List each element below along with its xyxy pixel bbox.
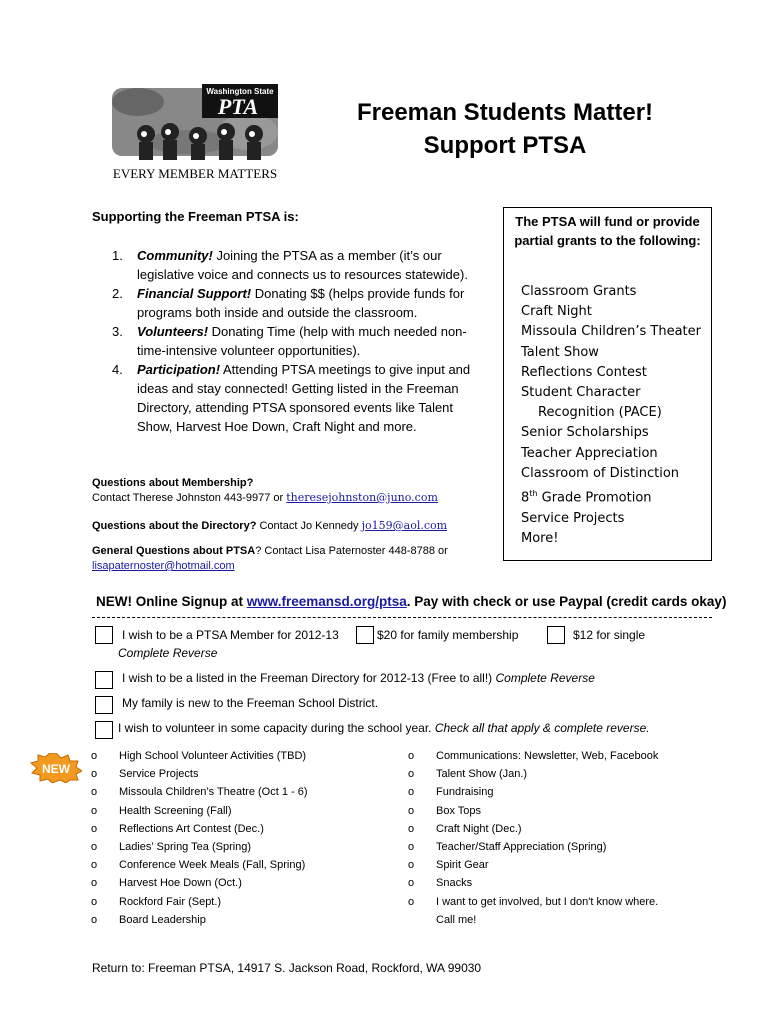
volunteer-item-label: Service Projects xyxy=(119,768,199,781)
bullet-icon: o xyxy=(91,877,98,890)
general-question xyxy=(92,544,448,573)
bullet-icon: o xyxy=(408,804,415,817)
bullet-icon: o xyxy=(91,786,98,799)
reason-item xyxy=(92,322,487,360)
fund-box xyxy=(503,207,712,561)
fund-item: Teacher Appreciation xyxy=(521,445,658,461)
fund-item: Recognition (PACE) xyxy=(538,405,662,421)
bullet-icon: o xyxy=(408,822,415,835)
bullet-icon: o xyxy=(91,822,98,835)
directory-option xyxy=(122,671,595,685)
family-membership-label: $20 for family membership xyxy=(377,628,519,642)
volunteer-option-instruction: Check all that apply & complete reverse. xyxy=(434,721,650,735)
bullet-icon: o xyxy=(408,895,415,908)
general-label: General Questions about PTSA xyxy=(92,545,256,557)
return-address: Return to: Freeman PTSA, 14917 S. Jackson Road, Rockford, WA 99030 xyxy=(92,961,482,975)
volunteer-item-label: Reflections Art Contest (Dec.) xyxy=(119,822,264,835)
single-membership-checkbox[interactable] xyxy=(547,626,565,644)
signup-prefix: NEW! Online Signup at xyxy=(96,594,247,609)
bullet-icon: o xyxy=(408,877,415,890)
fund-list xyxy=(521,282,701,549)
reason-number: 1. xyxy=(112,248,123,263)
directory-option-label: I wish to be a listed in the Freeman Directory for 2012-13 (Free to all!) xyxy=(122,671,496,685)
bullet-icon: o xyxy=(408,768,415,781)
fund-item: Service Projects xyxy=(521,510,625,526)
volunteer-item-label: Craft Night (Dec.) xyxy=(436,822,522,835)
fund-item: Talent Show xyxy=(521,344,599,360)
reason-text: Joining the PTSA as a member (it’s our legislative voice and connects us to resources statewide). xyxy=(137,248,468,282)
volunteer-item-label: Rockford Fair (Sept.) xyxy=(119,895,222,908)
fund-item: Missoula Children’s Theater xyxy=(521,324,701,340)
directory-complete-reverse: Complete Reverse xyxy=(495,671,595,685)
volunteer-item-label: Snacks xyxy=(436,877,473,890)
reason-text: Donating $$ (helps provide funds for programs both inside and outside the classroom. xyxy=(137,286,465,320)
fund-heading: The PTSA will fund or provide partial grants to the following: xyxy=(514,214,701,248)
logo-graphic xyxy=(108,82,282,182)
grade-text: Grade Promotion xyxy=(537,490,652,506)
reason-number: 4. xyxy=(112,362,123,377)
fund-item: Student Character xyxy=(521,385,641,401)
dashed-divider xyxy=(92,617,712,618)
membership-text: Contact Therese Johnston 443-9977 or xyxy=(92,492,287,504)
family-membership-checkbox[interactable] xyxy=(356,626,374,644)
reason-text: Attending PTSA meetings to give input and ideas and stay connected! Getting listed in the Freeman Directory, attending PTSA sponsored events like Talent Show, Harvest Hoe Down, Craft Night and more. xyxy=(137,362,471,434)
fund-item: Senior Scholarships xyxy=(521,425,649,441)
membership-label: Questions about Membership? xyxy=(92,477,254,489)
reason-title: Volunteers! xyxy=(137,324,209,339)
bullet-icon: o xyxy=(408,859,415,872)
directory-checkbox[interactable] xyxy=(95,671,113,689)
volunteer-item-label: Box Tops xyxy=(436,804,482,817)
reason-title: Community! xyxy=(137,248,213,263)
reason-item xyxy=(92,360,487,436)
grade-number: 8 xyxy=(521,490,530,506)
reason-item xyxy=(92,246,487,284)
bullet-icon: o xyxy=(91,768,98,781)
reason-title: Financial Support! xyxy=(137,286,252,301)
volunteer-item-label: Call me! xyxy=(436,913,477,926)
fund-item: Classroom Grants xyxy=(521,284,637,299)
volunteer-list-left xyxy=(91,747,391,937)
new-badge-text: NEW xyxy=(42,762,70,776)
volunteer-item-label: Board Leadership xyxy=(119,913,206,926)
bullet-icon: o xyxy=(91,913,98,926)
ptsa-logo xyxy=(108,82,282,182)
signup-suffix: . Pay with check or use Paypal (credit cards okay) xyxy=(406,594,727,609)
new-family-checkbox[interactable] xyxy=(95,696,113,714)
single-membership-label: $12 for single xyxy=(573,628,646,642)
directory-question xyxy=(92,519,447,533)
volunteer-item-label: Talent Show (Jan.) xyxy=(436,768,528,781)
volunteer-item-label: Missoula Children’s Theatre (Oct 1 - 6) xyxy=(119,786,308,799)
bullet-icon: o xyxy=(91,859,98,872)
logo-bottom-text: EVERY MEMBER MATTERS xyxy=(112,166,278,181)
volunteer-option-label: I wish to volunteer in some capacity during the school year. xyxy=(118,721,435,735)
title-line-1: Freeman Students Matter! xyxy=(356,99,654,126)
membership-email-link[interactable]: theresejohnston@juno.com xyxy=(286,491,438,504)
signup-url-link[interactable]: www.freemansd.org/ptsa xyxy=(246,594,407,609)
volunteer-item-label: Harvest Hoe Down (Oct.) xyxy=(119,877,242,890)
page-title xyxy=(300,96,710,162)
logo-big-text: PTA xyxy=(217,94,259,119)
volunteer-item-label: Spirit Gear xyxy=(436,859,489,872)
volunteer-list-right xyxy=(408,747,718,937)
volunteer-item-label: Ladies’ Spring Tea (Spring) xyxy=(119,841,252,853)
fund-item xyxy=(521,484,701,509)
member-option-label: I wish to be a PTSA Member for 2012-13 xyxy=(122,628,339,642)
support-heading: Supporting the Freeman PTSA is: xyxy=(92,209,299,224)
bullet-icon: o xyxy=(408,786,415,799)
bullet-icon: o xyxy=(91,895,98,908)
member-complete-reverse: Complete Reverse xyxy=(118,646,218,660)
volunteer-item-label: Communications: Newsletter, Web, Facebook xyxy=(436,750,659,762)
directory-label: Questions about the Directory? xyxy=(92,520,257,532)
reason-number: 3. xyxy=(112,324,123,339)
volunteer-item-label: Teacher/Staff Appreciation (Spring) xyxy=(436,841,607,853)
directory-text: Contact Jo Kennedy xyxy=(256,520,362,532)
fund-item: Reflections Contest xyxy=(521,364,647,380)
reasons-list xyxy=(92,246,487,436)
general-text: ? Contact Lisa Paternoster 448-8788 or xyxy=(255,545,448,557)
new-family-label: My family is new to the Freeman School District. xyxy=(122,696,379,710)
reason-number: 2. xyxy=(112,286,123,301)
new-badge xyxy=(30,753,82,783)
volunteer-item-label: Fundraising xyxy=(436,786,494,799)
directory-email-link[interactable]: jo159@aol.com xyxy=(361,519,448,532)
bullet-icon: o xyxy=(408,841,415,853)
volunteer-option xyxy=(118,721,650,735)
new-badge-icon xyxy=(30,753,82,783)
bullet-icon: o xyxy=(408,750,415,762)
reason-title: Participation! xyxy=(137,362,221,377)
logo-top-text: Washington State xyxy=(206,87,274,96)
volunteer-item-label: Health Screening (Fall) xyxy=(119,804,232,817)
signup-line xyxy=(96,594,726,609)
reason-item xyxy=(92,284,487,322)
volunteer-checkbox[interactable] xyxy=(95,721,113,739)
title-line-2: Support PTSA xyxy=(423,132,587,159)
fund-item: Classroom of Distinction xyxy=(521,465,680,481)
general-email-link[interactable]: lisapaternoster@hotmail.com xyxy=(92,560,235,572)
reason-text: Donating Time (help with much needed non-time-intensive volunteer opportunities). xyxy=(137,324,467,358)
membership-question xyxy=(92,476,438,505)
grade-suffix: th xyxy=(529,489,538,499)
bullet-icon: o xyxy=(91,804,98,817)
volunteer-item-label: I want to get involved, but I don't know where. xyxy=(436,895,659,908)
fund-item: More! xyxy=(521,530,559,546)
volunteer-item-label: Conference Week Meals (Fall, Spring) xyxy=(119,859,306,872)
member-checkbox[interactable] xyxy=(95,626,113,644)
fund-item: Craft Night xyxy=(521,304,592,320)
volunteer-item-label: High School Volunteer Activities (TBD) xyxy=(119,750,307,762)
bullet-icon: o xyxy=(91,841,98,853)
bullet-icon: o xyxy=(91,750,98,762)
